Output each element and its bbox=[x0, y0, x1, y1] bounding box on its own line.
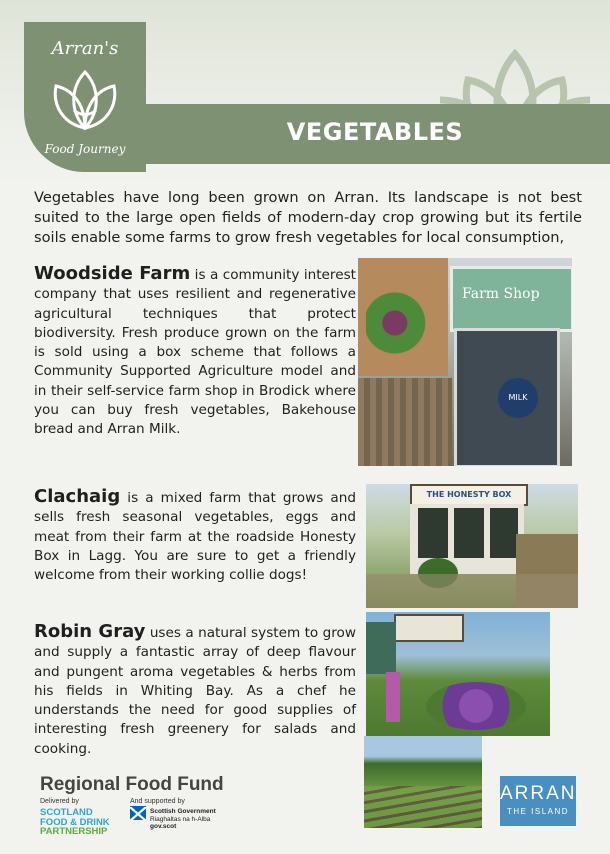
section-woodside-farm bbox=[34, 264, 356, 440]
section-text: is a mixed farm that grows and sells fresh seasonal vegetables, eggs and meat from their farm at the roadside Honesty Box in Lagg. You are sure to get a friendly welcome from their working collie dogs! bbox=[34, 490, 356, 584]
regional-food-fund-title: Regional Food Fund bbox=[40, 774, 224, 795]
saltire-flag-icon bbox=[130, 806, 146, 820]
farm-shop-sign: Farm Shop bbox=[462, 286, 540, 302]
sfdp-line: SCOTLAND bbox=[40, 807, 93, 818]
arran-the-island-logo bbox=[500, 776, 576, 826]
gov-line: gov.scot bbox=[150, 823, 177, 830]
section-name: Clachaig bbox=[34, 486, 121, 507]
scottish-government-logo bbox=[150, 808, 216, 831]
sfdp-line: FOOD & DRINK bbox=[40, 816, 110, 828]
title-banner bbox=[140, 104, 610, 164]
lotus-knot-icon bbox=[46, 66, 124, 134]
sfdp-line: PARTNERSHIP bbox=[40, 826, 108, 837]
section-name: Woodside Farm bbox=[34, 263, 191, 284]
delivered-by-label: Delivered by bbox=[40, 798, 79, 805]
section-text: uses a natural system to grow and supply a fantastic array of deep flavour and pungent aroma vegetables & herbs from his fields in Whiting Bay. As a chef he understands the need for good supplies of interesting fresh greenery for salads and cooking. bbox=[34, 625, 356, 757]
milk-sign: MILK bbox=[498, 378, 538, 418]
page-title: VEGETABLES bbox=[286, 118, 464, 146]
supported-by-label: And supported by bbox=[130, 798, 185, 805]
honesty-box-sign: THE HONESTY BOX bbox=[410, 484, 528, 506]
section-name: Robin Gray bbox=[34, 621, 146, 642]
section-text: is a community interest company that uses resilient and regenerative agricultural techniques that protect biodiversity. Fresh produce grown on the farm is sold using a box scheme that follows a Community Supported Agriculture model and in their self-service farm shop in Brodick where you can buy fresh vegetables, Bakehouse bread and Arran Milk. bbox=[34, 267, 356, 438]
farm-shop-photo bbox=[358, 258, 572, 466]
gov-line: Scottish Government bbox=[150, 808, 216, 815]
intro-paragraph: Vegetables have long been grown on Arran. Its landscape is not best suited to the large open fields of modern-day crop growing but its fertile soils enable some farms to grow fresh vegetables for local consumption, bbox=[34, 189, 582, 246]
section-clachaig bbox=[34, 487, 356, 585]
arrans-food-journey-logo bbox=[24, 22, 146, 172]
logo-subtitle: Food Journey bbox=[44, 142, 126, 156]
arran-word: ARRAN bbox=[500, 783, 577, 804]
vegetable-field-photo bbox=[364, 736, 482, 828]
section-robin-gray bbox=[34, 622, 356, 759]
garden-flowers-photo bbox=[366, 612, 550, 736]
sfdp-logo bbox=[40, 808, 110, 837]
gov-line: Riaghaltas na h-Alba bbox=[150, 815, 211, 823]
logo-title: Arran's bbox=[51, 38, 119, 59]
honesty-box-photo bbox=[366, 484, 578, 608]
the-island-word: THE ISLAND bbox=[506, 807, 570, 816]
